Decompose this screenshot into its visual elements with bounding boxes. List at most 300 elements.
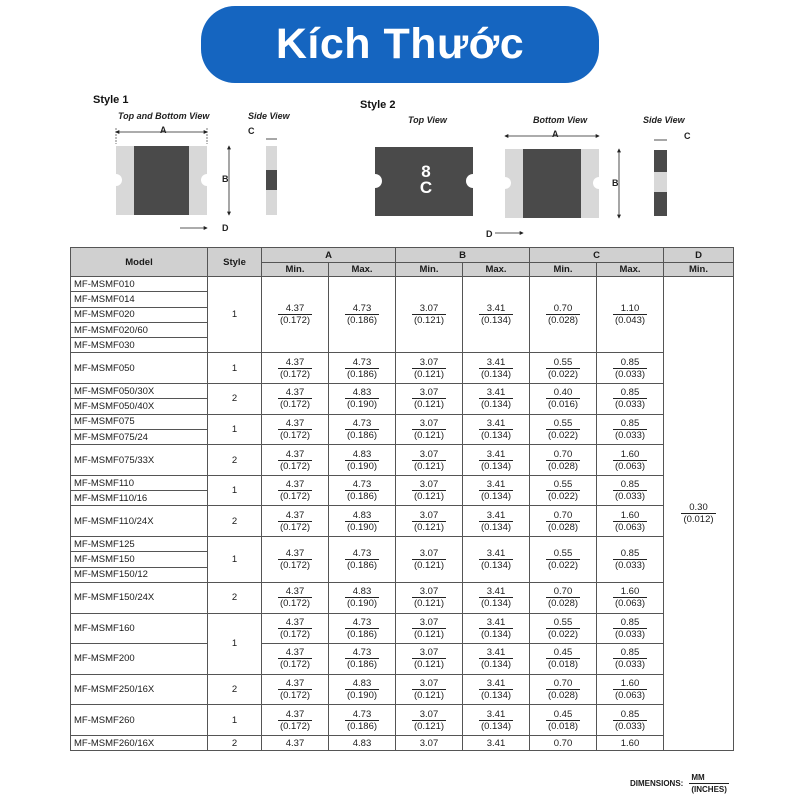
value-cell xyxy=(597,582,664,613)
value-mm: 0.70 xyxy=(546,510,580,522)
table-row xyxy=(71,475,734,490)
model-cell: MF-MSMF075 xyxy=(71,414,208,429)
style2-top-label: Top View xyxy=(408,115,447,125)
header-style: Style xyxy=(208,248,262,277)
value-inches: (0.190) xyxy=(346,460,378,472)
style1-title: Style 1 xyxy=(93,94,129,106)
style1-dim-c: C xyxy=(248,126,255,136)
model-cell: MF-MSMF150/24X xyxy=(71,582,208,613)
value-inches: (0.121) xyxy=(413,690,445,702)
value-mm: 1.10 xyxy=(613,303,647,315)
value-mm: 3.41 xyxy=(479,586,513,598)
value-inches: (0.190) xyxy=(346,521,378,533)
marking-line1: 8 xyxy=(421,162,431,181)
value-cell xyxy=(597,445,664,476)
value-cell xyxy=(329,506,396,537)
value-fraction xyxy=(546,510,580,533)
style2-side-view xyxy=(654,140,667,216)
value-cell xyxy=(262,353,329,384)
value-mm: 0.85 xyxy=(613,647,647,659)
style2-dim-d: D xyxy=(486,229,493,239)
value-inches: (0.022) xyxy=(547,491,579,503)
value-mm: 4.73 xyxy=(345,617,379,629)
value-mm: 4.37 xyxy=(278,678,312,690)
value-inches: (0.121) xyxy=(413,598,445,610)
value-fraction xyxy=(546,479,580,502)
value-cell xyxy=(329,582,396,613)
value-mm: 0.70 xyxy=(546,586,580,598)
value-inches: (0.134) xyxy=(480,659,512,671)
style1-side-view xyxy=(266,139,277,215)
value-inches: (0.172) xyxy=(279,491,311,503)
value-fraction xyxy=(345,709,379,732)
value-cell xyxy=(329,384,396,415)
value-mm: 4.37 xyxy=(278,418,312,430)
header-a-min: Min. xyxy=(262,263,329,277)
value-fraction xyxy=(278,449,312,472)
style2-dim-c: C xyxy=(684,131,691,141)
model-cell: MF-MSMF050/40X xyxy=(71,399,208,414)
value-fraction xyxy=(412,357,446,380)
value-fraction xyxy=(345,586,379,609)
style1-dim-b: B xyxy=(222,174,229,184)
value-mm: 3.41 xyxy=(479,479,513,491)
value-fraction xyxy=(479,449,513,472)
value-inches: (0.190) xyxy=(346,399,378,411)
value-inches: (0.172) xyxy=(279,521,311,533)
value-fraction xyxy=(613,678,647,701)
value-inches: (0.028) xyxy=(547,315,579,327)
value-cell: 3.41 xyxy=(463,735,530,750)
value-mm: 0.45 xyxy=(546,709,580,721)
value-fraction xyxy=(613,357,647,380)
style1-top-bottom-label: Top and Bottom View xyxy=(118,111,210,121)
value-fraction xyxy=(345,548,379,571)
value-fraction xyxy=(278,418,312,441)
style-cell: 2 xyxy=(208,674,262,705)
value-mm: 3.07 xyxy=(412,586,446,598)
value-cell xyxy=(463,506,530,537)
value-fraction xyxy=(479,548,513,571)
value-cell xyxy=(396,705,463,736)
value-fraction xyxy=(613,303,647,326)
value-cell xyxy=(262,537,329,583)
value-mm: 0.85 xyxy=(613,479,647,491)
value-inches: (0.033) xyxy=(614,659,646,671)
value-inches: (0.121) xyxy=(413,399,445,411)
value-cell xyxy=(463,537,530,583)
value-inches: (0.186) xyxy=(346,720,378,732)
value-mm: 3.41 xyxy=(479,357,513,369)
style-cell: 1 xyxy=(208,537,262,583)
value-inches: (0.172) xyxy=(279,598,311,610)
value-mm: 4.73 xyxy=(345,548,379,560)
value-inches: (0.033) xyxy=(614,399,646,411)
value-mm: 3.41 xyxy=(479,303,513,315)
value-mm: 3.07 xyxy=(412,387,446,399)
value-inches: (0.033) xyxy=(614,429,646,441)
table-row xyxy=(71,735,734,750)
value-mm: 0.70 xyxy=(546,303,580,315)
value-cell xyxy=(597,414,664,445)
value-cell xyxy=(396,414,463,445)
value-cell xyxy=(396,384,463,415)
value-mm: 3.41 xyxy=(479,510,513,522)
table-row xyxy=(71,644,734,675)
value-cell xyxy=(530,414,597,445)
style2-marking xyxy=(419,164,433,196)
value-cell: 4.37 xyxy=(262,735,329,750)
value-cell xyxy=(329,705,396,736)
value-cell xyxy=(463,353,530,384)
unit-fraction xyxy=(689,772,729,795)
value-inches: (0.063) xyxy=(614,690,646,702)
value-fraction xyxy=(546,418,580,441)
model-cell: MF-MSMF014 xyxy=(71,292,208,307)
value-inches: (0.186) xyxy=(346,368,378,380)
value-fraction xyxy=(613,617,647,640)
value-mm: 3.41 xyxy=(479,387,513,399)
d-fraction xyxy=(681,502,715,525)
value-cell xyxy=(329,475,396,506)
value-mm: 3.07 xyxy=(412,479,446,491)
value-mm: 4.37 xyxy=(278,387,312,399)
value-fraction xyxy=(412,303,446,326)
value-cell xyxy=(396,582,463,613)
value-cell xyxy=(463,644,530,675)
value-cell xyxy=(530,506,597,537)
value-inches: (0.016) xyxy=(547,399,579,411)
value-mm: 0.55 xyxy=(546,617,580,629)
header-c: C xyxy=(530,248,664,263)
value-inches: (0.033) xyxy=(614,491,646,503)
value-fraction xyxy=(412,586,446,609)
value-mm: 1.60 xyxy=(613,510,647,522)
value-fraction xyxy=(345,479,379,502)
value-inches: (0.121) xyxy=(413,460,445,472)
value-cell xyxy=(262,674,329,705)
value-cell xyxy=(530,475,597,506)
model-cell: MF-MSMF050/30X xyxy=(71,384,208,399)
value-mm: 3.41 xyxy=(479,678,513,690)
value-inches: (0.172) xyxy=(279,659,311,671)
value-inches: (0.134) xyxy=(480,368,512,380)
value-cell xyxy=(396,613,463,644)
value-mm: 3.41 xyxy=(479,449,513,461)
value-inches: (0.022) xyxy=(547,368,579,380)
value-cell xyxy=(597,674,664,705)
style2-title: Style 2 xyxy=(360,99,396,111)
table-row xyxy=(71,705,734,736)
value-mm: 3.07 xyxy=(412,418,446,430)
value-fraction xyxy=(345,449,379,472)
value-mm: 3.07 xyxy=(412,647,446,659)
value-inches: (0.063) xyxy=(614,521,646,533)
value-mm: 3.07 xyxy=(412,678,446,690)
value-mm: 3.07 xyxy=(412,510,446,522)
value-fraction xyxy=(278,709,312,732)
table-row xyxy=(71,582,734,613)
model-cell: MF-MSMF125 xyxy=(71,537,208,552)
model-cell: MF-MSMF260 xyxy=(71,705,208,736)
value-inches: (0.134) xyxy=(480,690,512,702)
value-inches: (0.022) xyxy=(547,429,579,441)
value-cell xyxy=(396,445,463,476)
value-inches: (0.121) xyxy=(413,559,445,571)
table-row xyxy=(71,445,734,476)
value-fraction xyxy=(278,303,312,326)
value-fraction xyxy=(412,387,446,410)
value-inches: (0.172) xyxy=(279,399,311,411)
style-cell: 1 xyxy=(208,475,262,506)
value-cell xyxy=(530,582,597,613)
value-cell xyxy=(329,613,396,644)
style2-bottom-view xyxy=(495,136,619,233)
model-cell: MF-MSMF010 xyxy=(71,277,208,292)
value-inches: (0.134) xyxy=(480,720,512,732)
value-mm: 3.07 xyxy=(412,709,446,721)
value-mm: 0.55 xyxy=(546,479,580,491)
value-inches: (0.186) xyxy=(346,315,378,327)
value-cell xyxy=(262,506,329,537)
style2-bottom-label: Bottom View xyxy=(533,115,588,125)
style-cell: 2 xyxy=(208,506,262,537)
model-cell: MF-MSMF200 xyxy=(71,644,208,675)
value-cell xyxy=(396,277,463,353)
value-inches: (0.172) xyxy=(279,460,311,472)
value-mm: 4.83 xyxy=(345,678,379,690)
d-value-cell xyxy=(664,277,734,751)
value-inches: (0.033) xyxy=(614,368,646,380)
value-cell xyxy=(262,414,329,445)
table-row xyxy=(71,384,734,399)
package-diagrams xyxy=(0,0,800,250)
model-cell: MF-MSMF150/12 xyxy=(71,567,208,582)
table-body xyxy=(71,277,734,751)
value-inches: (0.121) xyxy=(413,521,445,533)
value-inches: (0.172) xyxy=(279,720,311,732)
value-mm: 3.07 xyxy=(412,303,446,315)
value-mm: 4.73 xyxy=(345,357,379,369)
value-mm: 3.07 xyxy=(412,357,446,369)
value-mm: 4.37 xyxy=(278,709,312,721)
value-fraction xyxy=(546,678,580,701)
value-inches: (0.028) xyxy=(547,521,579,533)
value-fraction xyxy=(412,479,446,502)
value-cell xyxy=(597,475,664,506)
value-mm: 4.37 xyxy=(278,357,312,369)
unit-top: MM xyxy=(689,772,729,784)
value-mm: 4.73 xyxy=(345,709,379,721)
value-cell xyxy=(530,353,597,384)
style2-dim-b: B xyxy=(612,178,619,188)
value-cell xyxy=(530,644,597,675)
value-cell xyxy=(530,384,597,415)
value-cell xyxy=(396,475,463,506)
value-mm: 1.60 xyxy=(613,678,647,690)
header-b: B xyxy=(396,248,530,263)
model-cell: MF-MSMF250/16X xyxy=(71,674,208,705)
value-inches: (0.134) xyxy=(480,315,512,327)
value-fraction xyxy=(412,617,446,640)
value-cell xyxy=(262,277,329,353)
value-mm: 4.73 xyxy=(345,479,379,491)
value-mm: 0.85 xyxy=(613,709,647,721)
value-inches: (0.063) xyxy=(614,460,646,472)
value-mm: 0.40 xyxy=(546,387,580,399)
style1-dim-d: D xyxy=(222,223,229,233)
value-cell xyxy=(329,644,396,675)
value-fraction xyxy=(479,678,513,701)
value-inches: (0.018) xyxy=(547,659,579,671)
value-mm: 0.45 xyxy=(546,647,580,659)
value-inches: (0.134) xyxy=(480,521,512,533)
value-fraction xyxy=(345,617,379,640)
style-cell: 1 xyxy=(208,613,262,674)
value-mm: 1.60 xyxy=(613,586,647,598)
value-fraction xyxy=(345,357,379,380)
value-inches: (0.018) xyxy=(547,720,579,732)
model-cell: MF-MSMF110/16 xyxy=(71,491,208,506)
value-cell xyxy=(597,613,664,644)
value-cell xyxy=(597,506,664,537)
header-d-min: Min. xyxy=(664,263,734,277)
value-mm: 4.73 xyxy=(345,303,379,315)
value-cell xyxy=(396,644,463,675)
value-mm: 3.07 xyxy=(412,449,446,461)
value-fraction xyxy=(546,548,580,571)
value-fraction xyxy=(479,303,513,326)
style-cell: 2 xyxy=(208,582,262,613)
value-fraction xyxy=(345,510,379,533)
value-mm: 0.55 xyxy=(546,357,580,369)
value-inches: (0.172) xyxy=(279,429,311,441)
value-inches: (0.022) xyxy=(547,628,579,640)
value-cell xyxy=(463,384,530,415)
value-mm: 0.70 xyxy=(546,678,580,690)
marking-line2: C xyxy=(419,178,433,197)
value-inches: (0.028) xyxy=(547,460,579,472)
value-mm: 4.83 xyxy=(345,586,379,598)
table-row xyxy=(71,506,734,537)
value-mm: 3.07 xyxy=(412,617,446,629)
style1-top-view xyxy=(110,128,229,228)
model-cell: MF-MSMF020/60 xyxy=(71,322,208,337)
value-fraction xyxy=(613,647,647,670)
value-cell xyxy=(329,537,396,583)
value-mm: 3.07 xyxy=(412,548,446,560)
value-fraction xyxy=(278,548,312,571)
value-mm: 0.85 xyxy=(613,617,647,629)
value-fraction xyxy=(546,709,580,732)
value-fraction xyxy=(412,449,446,472)
style2-side-label: Side View xyxy=(643,115,685,125)
value-mm: 4.37 xyxy=(278,479,312,491)
value-inches: (0.121) xyxy=(413,491,445,503)
model-cell: MF-MSMF030 xyxy=(71,338,208,353)
table-row xyxy=(71,414,734,429)
value-inches: (0.134) xyxy=(480,628,512,640)
value-mm: 0.85 xyxy=(613,357,647,369)
value-fraction xyxy=(412,647,446,670)
model-cell: MF-MSMF020 xyxy=(71,307,208,322)
value-inches: (0.186) xyxy=(346,429,378,441)
value-inches: (0.186) xyxy=(346,628,378,640)
value-cell xyxy=(329,445,396,476)
value-cell xyxy=(530,705,597,736)
value-cell xyxy=(597,537,664,583)
value-mm: 0.85 xyxy=(613,418,647,430)
value-cell xyxy=(396,506,463,537)
model-cell: MF-MSMF075/33X xyxy=(71,445,208,476)
header-d: D xyxy=(664,248,734,263)
value-fraction xyxy=(412,510,446,533)
value-cell xyxy=(597,644,664,675)
value-mm: 4.37 xyxy=(278,617,312,629)
value-fraction xyxy=(546,357,580,380)
value-fraction xyxy=(412,678,446,701)
model-cell: MF-MSMF075/24 xyxy=(71,429,208,444)
value-inches: (0.172) xyxy=(279,690,311,702)
value-mm: 4.37 xyxy=(278,647,312,659)
value-fraction xyxy=(613,510,647,533)
value-fraction xyxy=(479,647,513,670)
value-mm: 4.73 xyxy=(345,647,379,659)
header-b-min: Min. xyxy=(396,263,463,277)
value-inches: (0.121) xyxy=(413,429,445,441)
value-cell: 1.60 xyxy=(597,735,664,750)
value-cell xyxy=(329,674,396,705)
value-inches: (0.121) xyxy=(413,368,445,380)
value-mm: 0.70 xyxy=(546,449,580,461)
value-fraction xyxy=(345,647,379,670)
value-cell xyxy=(597,705,664,736)
style-cell: 1 xyxy=(208,277,262,353)
value-fraction xyxy=(412,548,446,571)
value-cell xyxy=(530,277,597,353)
model-cell: MF-MSMF110/24X xyxy=(71,506,208,537)
d-mm: 0.30 xyxy=(681,502,715,514)
value-cell xyxy=(463,582,530,613)
value-mm: 3.41 xyxy=(479,548,513,560)
value-fraction xyxy=(546,387,580,410)
model-cell: MF-MSMF150 xyxy=(71,552,208,567)
value-fraction xyxy=(479,387,513,410)
value-fraction xyxy=(278,586,312,609)
value-cell xyxy=(463,445,530,476)
table-row xyxy=(71,674,734,705)
value-inches: (0.033) xyxy=(614,559,646,571)
value-fraction xyxy=(613,479,647,502)
value-cell xyxy=(329,414,396,445)
value-mm: 4.73 xyxy=(345,418,379,430)
value-fraction xyxy=(278,387,312,410)
value-cell xyxy=(597,277,664,353)
value-inches: (0.121) xyxy=(413,315,445,327)
value-inches: (0.186) xyxy=(346,491,378,503)
value-inches: (0.134) xyxy=(480,491,512,503)
value-inches: (0.186) xyxy=(346,659,378,671)
value-cell: 4.83 xyxy=(329,735,396,750)
value-inches: (0.134) xyxy=(480,399,512,411)
value-cell xyxy=(530,613,597,644)
value-fraction xyxy=(479,418,513,441)
value-fraction xyxy=(546,617,580,640)
value-fraction xyxy=(278,617,312,640)
value-fraction xyxy=(412,709,446,732)
value-mm: 3.41 xyxy=(479,617,513,629)
value-fraction xyxy=(278,357,312,380)
